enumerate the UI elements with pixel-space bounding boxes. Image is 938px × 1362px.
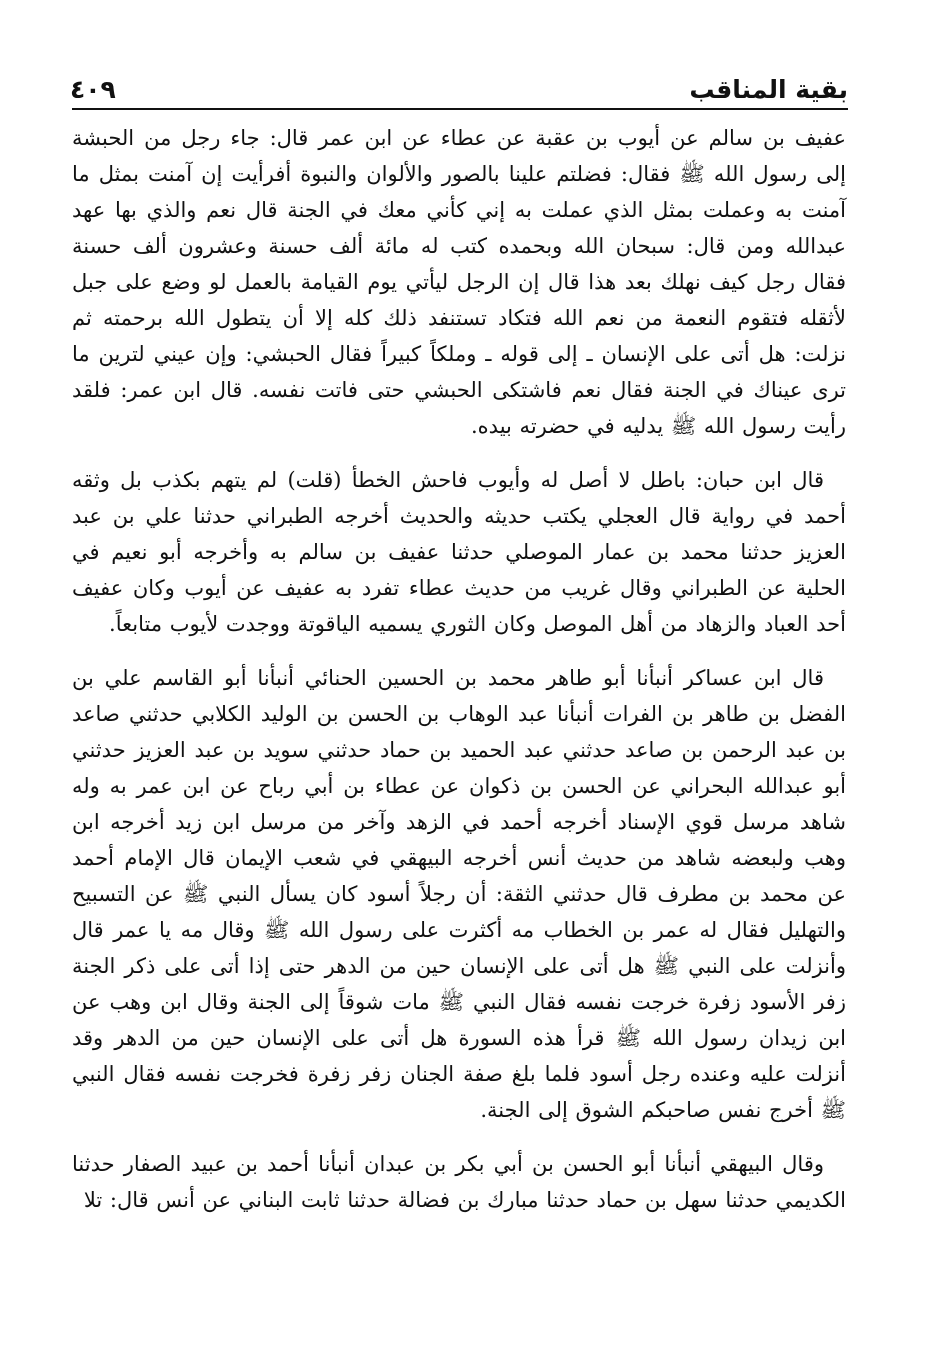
page-body	[72, 120, 846, 1322]
paragraph-3: قال ابن عساكر أنبأنا أبو طاهر محمد بن الحسين الحنائي أنبأنا أبو القاسم علي بن الفضل بن طاهر بن الفرات أنبأنا عبد الوهاب بن الحسن بن الوليد الكلابي حدثني صاعد بن عبد الرحمن بن صاعد حدثني عبد الحميد بن حماد حدثني سويد بن عبد العزيز حدثني أبو عبدالله البحراني عن الحسن بن ذكوان عن عطاء بن أبي رباح عن ابن عمر به وله شاهد مرسل قوي الإسناد أخرجه أحمد في الزهد وآخر من مرسل ابن زيد أخرجه ابن وهب ولبعضه شاهد من حديث أنس أخرجه البيهقي في شعب الإيمان قال الإمام أحمد عن محمد بن مطرف قال حدثني الثقة: أن رجلاً أسود كان يسأل النبي ﷺ عن التسبيح والتهليل فقال له عمر بن الخطاب مه أكثرت على رسول الله ﷺ وقال مه يا عمر قال وأنزلت على النبي ﷺ هل أتى على الإنسان حين من الدهر حتى إذا أتى على ذكر الجنة زفر الأسود زفرة خرجت نفسه فقال النبي ﷺ مات شوقاً إلى الجنة وقال ابن وهب عن ابن زيدان رسول الله ﷺ قرأ هذه السورة هل أتى على الإنسان حين من الدهر وقد أنزلت عليه وعنده رجل أسود فلما بلغ صفة الجنان زفر زفرة فخرجت نفسه فقال النبي ﷺ أخرج نفس صاحبكم الشوق إلى الجنة.	[72, 666, 846, 1122]
paragraph-4: وقال البيهقي أنبأنا أبو الحسن بن أبي بكر بن عبدان أنبأنا أحمد بن عبيد الصفار حدثنا الكديمي حدثنا سهل بن حماد حدثنا مبارك بن فضالة حدثنا ثابت البناني عن أنس قال: تلا	[72, 1152, 846, 1212]
paragraph-1: عفيف بن سالم عن أيوب بن عقبة عن عطاء عن ابن عمر قال: جاء رجل من الحبشة إلى رسول الله ﷺ فقال: فضلتم علينا بالصور والألوان والنبوة أفرأيت إن آمنت بمثل ما آمنت به وعملت بمثل الذي عملت به إني كأني معك في الجنة قال نعم والذي بها عهد عبدالله ومن قال: سبحان الله وبحمده كتب له مائة ألف حسنة وعشرون ألف حسنة فقال رجل كيف نهلك بعد هذا قال إن الرجل ليأتي يوم القيامة بالعمل لو وضع على جبل لأثقله فتقوم النعمة من نعم الله فتكاد تستنفد ذلك كله إلا أن يتطول الله برحمته ثم نزلت: هل أتى على الإنسان ـ إلى قوله ـ وملكاً كبيراً فقال الحبشي: وإن عيني لترين ما ترى عيناك في الجنة فقال نعم فاشتكى الحبشي حتى فاتت نفسه. قال ابن عمر: فلقد رأيت رسول الله ﷺ يدليه في حضرته بيده.	[72, 126, 846, 438]
page-number: ٤٠٩	[70, 75, 116, 104]
page-header	[70, 62, 848, 102]
running-title: بقية المناقب	[689, 75, 848, 104]
header-divider	[72, 108, 848, 110]
paragraph-2: قال ابن حبان: باطل لا أصل له وأيوب فاحش الخطأ (قلت) لم يتهم بكذب بل وثقه أحمد في رواية قال العجلي يكتب حديثه والحديث أخرجه الطبراني حدثنا علي بن عبد العزيز حدثنا محمد بن عمار الموصلي حدثنا عفيف بن سالم به وأخرجه أبو نعيم في الحلية عن الطبراني وقال غريب من حديث عطاء تفرد به عفيف عن أيوب وكان عفيف أحد العباد والزهاد من أهل الموصل وكان الثوري يسميه الياقوتة ووجدت لأيوب متابعاً.	[72, 468, 846, 636]
